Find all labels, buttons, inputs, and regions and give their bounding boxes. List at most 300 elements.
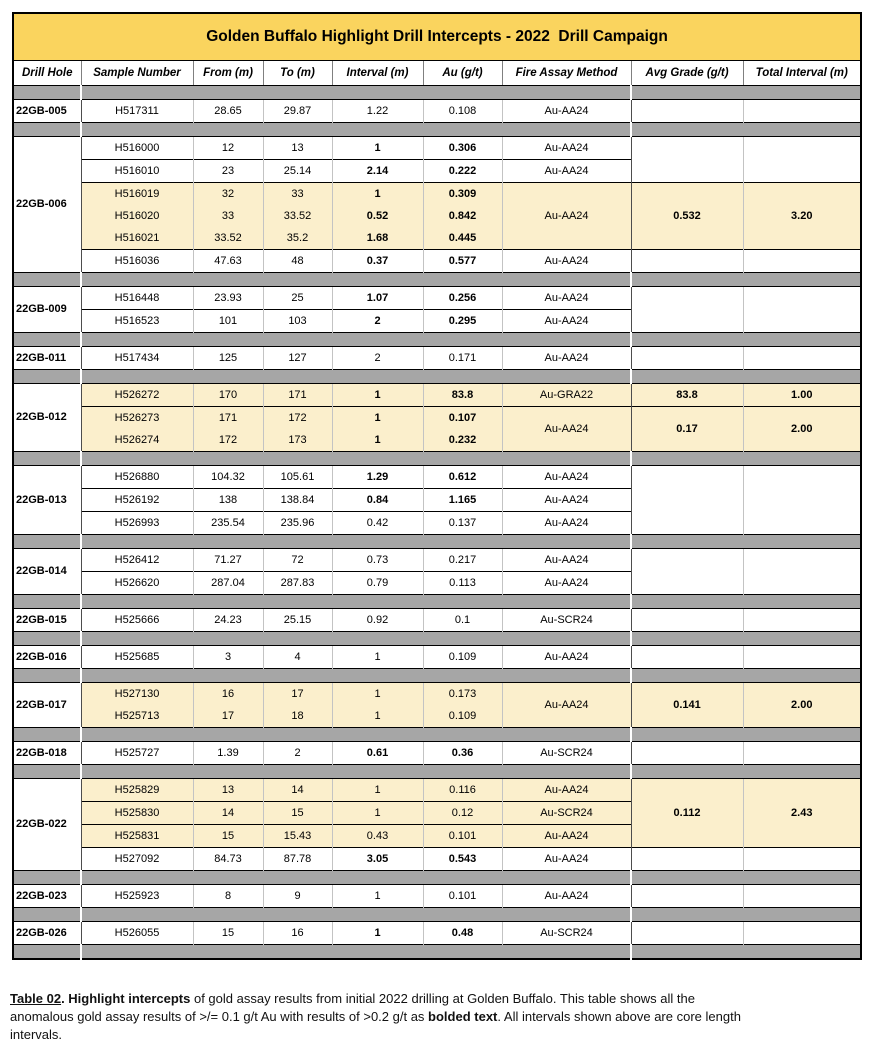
assay-method-cell: Au-AA24 [502, 779, 631, 802]
avg-grade-cell [631, 466, 743, 535]
table-row [13, 287, 861, 310]
interval-cell: 2 [332, 347, 423, 370]
total-interval-cell: 2.00 [743, 683, 861, 728]
from-cell: 28.65 [193, 100, 263, 123]
table-row [13, 347, 861, 370]
from-cell: 15 [193, 922, 263, 945]
au-cell: 1.165 [423, 489, 502, 512]
from-cell: 3 [193, 646, 263, 669]
column-header-fire-assay-method: Fire Assay Method [502, 61, 631, 86]
interval-cell: 1 [332, 137, 423, 160]
assay-method-cell: Au-AA24 [502, 683, 631, 728]
drill-hole-cell: 22GB-013 [13, 466, 81, 535]
au-cell: 0.101 [423, 825, 502, 848]
caption-text-segment: . All intervals shown above are core length intervals. [10, 1009, 741, 1043]
assay-method-cell: Au-AA24 [502, 287, 631, 310]
separator-row [13, 669, 861, 683]
table-title: Golden Buffalo Highlight Drill Intercepts - 2022 Drill Campaign [13, 13, 861, 61]
avg-grade-cell [631, 742, 743, 765]
separator-cell [13, 765, 81, 779]
separator-cell [13, 452, 81, 466]
interval-cell: 1 [332, 384, 423, 407]
au-cell: 0.107 [423, 407, 502, 430]
to-cell: 48 [263, 250, 332, 273]
au-cell: 0.137 [423, 512, 502, 535]
from-cell: 47.63 [193, 250, 263, 273]
assay-method-cell: Au-SCR24 [502, 742, 631, 765]
total-interval-cell [743, 885, 861, 908]
table-row [13, 137, 861, 160]
sample-cell: H516010 [81, 160, 193, 183]
sample-cell: H527092 [81, 848, 193, 871]
au-cell: 0.109 [423, 646, 502, 669]
interval-cell: 0.73 [332, 549, 423, 572]
column-header-sample-number: Sample Number [81, 61, 193, 86]
separator-cell [13, 273, 81, 287]
avg-grade-cell [631, 347, 743, 370]
drill-hole-cell: 22GB-016 [13, 646, 81, 669]
from-cell: 15 [193, 825, 263, 848]
separator-cell [13, 945, 81, 960]
au-cell: 0.309 [423, 183, 502, 206]
assay-method-cell: Au-AA24 [502, 489, 631, 512]
separator-cell [13, 123, 81, 137]
assay-method-cell: Au-AA24 [502, 466, 631, 489]
au-cell: 0.612 [423, 466, 502, 489]
to-cell: 105.61 [263, 466, 332, 489]
table-row [13, 609, 861, 632]
separator-row [13, 370, 861, 384]
assay-method-cell: Au-GRA22 [502, 384, 631, 407]
sample-cell: H526880 [81, 466, 193, 489]
column-header-to: To (m) [263, 61, 332, 86]
au-cell: 0.116 [423, 779, 502, 802]
from-cell: 125 [193, 347, 263, 370]
to-cell: 287.83 [263, 572, 332, 595]
sample-cell: H525666 [81, 609, 193, 632]
assay-method-cell: Au-AA24 [502, 100, 631, 123]
to-cell: 13 [263, 137, 332, 160]
interval-cell: 1.07 [332, 287, 423, 310]
au-cell: 0.577 [423, 250, 502, 273]
sample-cell: H525829 [81, 779, 193, 802]
caption-text-segment: of gold assay results from initial 2022 drilling at Golden Buffalo. This table shows all the anomalous gold assay results of >/= 0.1 g/t Au with results of >0.2 g/t as [10, 991, 695, 1025]
sample-cell: H517434 [81, 347, 193, 370]
from-cell: 23.93 [193, 287, 263, 310]
drill-hole-cell: 22GB-026 [13, 922, 81, 945]
separator-cell [13, 370, 81, 384]
avg-grade-cell [631, 137, 743, 183]
au-cell: 0.222 [423, 160, 502, 183]
caption-text-segment: bolded text [428, 1009, 498, 1025]
separator-cell [631, 452, 861, 466]
separator-cell [13, 535, 81, 549]
separator-cell [81, 669, 631, 683]
au-cell: 0.1 [423, 609, 502, 632]
assay-method-cell: Au-AA24 [502, 250, 631, 273]
table-row [13, 250, 861, 273]
to-cell: 4 [263, 646, 332, 669]
interval-cell: 1 [332, 885, 423, 908]
assay-method-cell: Au-SCR24 [502, 802, 631, 825]
interval-cell: 0.84 [332, 489, 423, 512]
separator-row [13, 945, 861, 960]
interval-cell: 0.61 [332, 742, 423, 765]
to-cell: 72 [263, 549, 332, 572]
interval-cell: 0.43 [332, 825, 423, 848]
interval-cell: 1.68 [332, 227, 423, 250]
assay-method-cell: Au-AA24 [502, 160, 631, 183]
interval-cell: 1.29 [332, 466, 423, 489]
from-cell: 138 [193, 489, 263, 512]
interval-cell: 1 [332, 705, 423, 728]
table-row [13, 922, 861, 945]
sample-cell: H526272 [81, 384, 193, 407]
to-cell: 15 [263, 802, 332, 825]
interval-cell: 1 [332, 183, 423, 206]
separator-cell [631, 86, 861, 100]
separator-cell [631, 908, 861, 922]
to-cell: 33 [263, 183, 332, 206]
assay-method-cell: Au-AA24 [502, 572, 631, 595]
to-cell: 9 [263, 885, 332, 908]
au-cell: 0.171 [423, 347, 502, 370]
separator-row [13, 535, 861, 549]
to-cell: 17 [263, 683, 332, 706]
sample-cell: H525713 [81, 705, 193, 728]
total-interval-cell [743, 848, 861, 871]
table-row [13, 549, 861, 572]
separator-cell [13, 86, 81, 100]
assay-method-cell: Au-AA24 [502, 825, 631, 848]
au-cell: 0.109 [423, 705, 502, 728]
caption-text-segment: Table 02 [10, 991, 62, 1006]
from-cell: 8 [193, 885, 263, 908]
separator-row [13, 632, 861, 646]
interval-cell: 1 [332, 429, 423, 452]
drill-hole-cell: 22GB-018 [13, 742, 81, 765]
au-cell: 0.543 [423, 848, 502, 871]
sample-cell: H526412 [81, 549, 193, 572]
separator-cell [631, 370, 861, 384]
to-cell: 29.87 [263, 100, 332, 123]
from-cell: 12 [193, 137, 263, 160]
au-cell: 0.445 [423, 227, 502, 250]
total-interval-cell [743, 466, 861, 535]
separator-row [13, 86, 861, 100]
separator-cell [81, 333, 631, 347]
separator-row [13, 123, 861, 137]
avg-grade-cell [631, 250, 743, 273]
table-row [13, 100, 861, 123]
sample-cell: H517311 [81, 100, 193, 123]
avg-grade-cell: 0.112 [631, 779, 743, 848]
from-cell: 171 [193, 407, 263, 430]
sample-cell: H527130 [81, 683, 193, 706]
drill-hole-cell: 22GB-005 [13, 100, 81, 123]
to-cell: 2 [263, 742, 332, 765]
drill-hole-cell: 22GB-012 [13, 384, 81, 452]
assay-method-cell: Au-AA24 [502, 549, 631, 572]
to-cell: 103 [263, 310, 332, 333]
separator-cell [81, 370, 631, 384]
separator-cell [631, 595, 861, 609]
header-row [13, 61, 861, 86]
interval-cell: 1 [332, 646, 423, 669]
table-row [13, 742, 861, 765]
separator-cell [631, 728, 861, 742]
sample-cell: H525831 [81, 825, 193, 848]
sample-cell: H525923 [81, 885, 193, 908]
separator-cell [81, 945, 631, 960]
from-cell: 235.54 [193, 512, 263, 535]
to-cell: 25.14 [263, 160, 332, 183]
separator-cell [81, 728, 631, 742]
total-interval-cell: 3.20 [743, 183, 861, 250]
from-cell: 14 [193, 802, 263, 825]
au-cell: 0.108 [423, 100, 502, 123]
separator-row [13, 452, 861, 466]
total-interval-cell [743, 347, 861, 370]
table-row [13, 183, 861, 206]
separator-cell [13, 595, 81, 609]
from-cell: 17 [193, 705, 263, 728]
to-cell: 138.84 [263, 489, 332, 512]
to-cell: 25.15 [263, 609, 332, 632]
table-row [13, 683, 861, 706]
interval-cell: 2 [332, 310, 423, 333]
separator-cell [13, 908, 81, 922]
sample-cell: H516019 [81, 183, 193, 206]
au-cell: 0.12 [423, 802, 502, 825]
from-cell: 1.39 [193, 742, 263, 765]
separator-row [13, 595, 861, 609]
separator-cell [81, 765, 631, 779]
separator-cell [13, 333, 81, 347]
avg-grade-cell: 0.17 [631, 407, 743, 452]
drill-hole-cell: 22GB-014 [13, 549, 81, 595]
to-cell: 16 [263, 922, 332, 945]
avg-grade-cell: 83.8 [631, 384, 743, 407]
drill-hole-cell: 22GB-015 [13, 609, 81, 632]
from-cell: 33.52 [193, 227, 263, 250]
interval-cell: 1.22 [332, 100, 423, 123]
avg-grade-cell [631, 609, 743, 632]
assay-method-cell: Au-AA24 [502, 137, 631, 160]
interval-cell: 1 [332, 922, 423, 945]
interval-cell: 1 [332, 779, 423, 802]
table-row [13, 779, 861, 802]
to-cell: 171 [263, 384, 332, 407]
sample-cell: H516523 [81, 310, 193, 333]
sample-cell: H525727 [81, 742, 193, 765]
from-cell: 287.04 [193, 572, 263, 595]
total-interval-cell [743, 137, 861, 183]
au-cell: 0.173 [423, 683, 502, 706]
to-cell: 14 [263, 779, 332, 802]
assay-method-cell: Au-AA24 [502, 885, 631, 908]
au-cell: 0.306 [423, 137, 502, 160]
interval-cell: 3.05 [332, 848, 423, 871]
drill-intercepts-table [12, 12, 862, 960]
separator-cell [13, 632, 81, 646]
separator-cell [81, 632, 631, 646]
sample-cell: H525830 [81, 802, 193, 825]
to-cell: 15.43 [263, 825, 332, 848]
to-cell: 172 [263, 407, 332, 430]
interval-cell: 0.92 [332, 609, 423, 632]
sample-cell: H516020 [81, 205, 193, 227]
sample-cell: H526993 [81, 512, 193, 535]
assay-method-cell: Au-SCR24 [502, 922, 631, 945]
column-header-from: From (m) [193, 61, 263, 86]
from-cell: 13 [193, 779, 263, 802]
separator-cell [13, 871, 81, 885]
total-interval-cell [743, 287, 861, 333]
total-interval-cell [743, 646, 861, 669]
drill-hole-cell: 22GB-011 [13, 347, 81, 370]
total-interval-cell [743, 609, 861, 632]
separator-cell [81, 908, 631, 922]
au-cell: 0.113 [423, 572, 502, 595]
separator-row [13, 908, 861, 922]
assay-method-cell: Au-AA24 [502, 848, 631, 871]
to-cell: 25 [263, 287, 332, 310]
column-header-total-interval: Total Interval (m) [743, 61, 861, 86]
interval-cell: 2.14 [332, 160, 423, 183]
total-interval-cell [743, 549, 861, 595]
drill-hole-cell: 22GB-022 [13, 779, 81, 871]
from-cell: 33 [193, 205, 263, 227]
separator-cell [13, 669, 81, 683]
au-cell: 0.256 [423, 287, 502, 310]
sample-cell: H526620 [81, 572, 193, 595]
total-interval-cell [743, 100, 861, 123]
total-interval-cell: 1.00 [743, 384, 861, 407]
drill-hole-cell: 22GB-009 [13, 287, 81, 333]
interval-cell: 1 [332, 683, 423, 706]
separator-cell [81, 452, 631, 466]
assay-method-cell: Au-AA24 [502, 183, 631, 250]
separator-cell [631, 871, 861, 885]
avg-grade-cell: 0.532 [631, 183, 743, 250]
assay-method-cell: Au-SCR24 [502, 609, 631, 632]
au-cell: 0.232 [423, 429, 502, 452]
separator-cell [631, 669, 861, 683]
au-cell: 0.217 [423, 549, 502, 572]
separator-cell [81, 273, 631, 287]
separator-cell [81, 871, 631, 885]
avg-grade-cell [631, 922, 743, 945]
column-header-drill-hole: Drill Hole [13, 61, 81, 86]
caption-text-segment: . [61, 991, 69, 1006]
sample-cell: H526274 [81, 429, 193, 452]
column-header-au: Au (g/t) [423, 61, 502, 86]
from-cell: 170 [193, 384, 263, 407]
total-interval-cell [743, 250, 861, 273]
interval-cell: 1 [332, 802, 423, 825]
from-cell: 172 [193, 429, 263, 452]
from-cell: 24.23 [193, 609, 263, 632]
from-cell: 23 [193, 160, 263, 183]
to-cell: 87.78 [263, 848, 332, 871]
separator-row [13, 728, 861, 742]
table-row [13, 384, 861, 407]
sample-cell: H516036 [81, 250, 193, 273]
to-cell: 35.2 [263, 227, 332, 250]
avg-grade-cell: 0.141 [631, 683, 743, 728]
from-cell: 16 [193, 683, 263, 706]
au-cell: 0.36 [423, 742, 502, 765]
sample-cell: H516000 [81, 137, 193, 160]
to-cell: 33.52 [263, 205, 332, 227]
table-row [13, 407, 861, 430]
avg-grade-cell [631, 549, 743, 595]
avg-grade-cell [631, 287, 743, 333]
sample-cell: H526192 [81, 489, 193, 512]
from-cell: 101 [193, 310, 263, 333]
separator-cell [81, 535, 631, 549]
from-cell: 104.32 [193, 466, 263, 489]
drill-hole-cell: 22GB-023 [13, 885, 81, 908]
avg-grade-cell [631, 100, 743, 123]
table-row [13, 885, 861, 908]
au-cell: 0.295 [423, 310, 502, 333]
separator-cell [631, 273, 861, 287]
caption-text-segment: Highlight intercepts [68, 991, 191, 1006]
sample-cell: H516448 [81, 287, 193, 310]
total-interval-cell: 2.43 [743, 779, 861, 848]
separator-cell [631, 535, 861, 549]
assay-method-cell: Au-AA24 [502, 407, 631, 452]
to-cell: 173 [263, 429, 332, 452]
table-row [13, 466, 861, 489]
au-cell: 0.48 [423, 922, 502, 945]
interval-cell: 0.79 [332, 572, 423, 595]
separator-row [13, 273, 861, 287]
total-interval-cell: 2.00 [743, 407, 861, 452]
total-interval-cell [743, 922, 861, 945]
assay-method-cell: Au-AA24 [502, 347, 631, 370]
assay-method-cell: Au-AA24 [502, 512, 631, 535]
interval-cell: 1 [332, 407, 423, 430]
column-header-avg-grade: Avg Grade (g/t) [631, 61, 743, 86]
separator-cell [81, 123, 631, 137]
interval-cell: 0.52 [332, 205, 423, 227]
from-cell: 84.73 [193, 848, 263, 871]
separator-cell [81, 86, 631, 100]
separator-cell [631, 632, 861, 646]
sample-cell: H525685 [81, 646, 193, 669]
separator-cell [13, 728, 81, 742]
table-row [13, 848, 861, 871]
au-cell: 0.101 [423, 885, 502, 908]
to-cell: 127 [263, 347, 332, 370]
avg-grade-cell [631, 646, 743, 669]
total-interval-cell [743, 742, 861, 765]
sample-cell: H526273 [81, 407, 193, 430]
interval-cell: 0.37 [332, 250, 423, 273]
to-cell: 235.96 [263, 512, 332, 535]
au-cell: 83.8 [423, 384, 502, 407]
sample-cell: H516021 [81, 227, 193, 250]
drill-hole-cell: 22GB-017 [13, 683, 81, 728]
from-cell: 32 [193, 183, 263, 206]
title-row [13, 13, 861, 61]
assay-method-cell: Au-AA24 [502, 646, 631, 669]
to-cell: 18 [263, 705, 332, 728]
separator-row [13, 333, 861, 347]
